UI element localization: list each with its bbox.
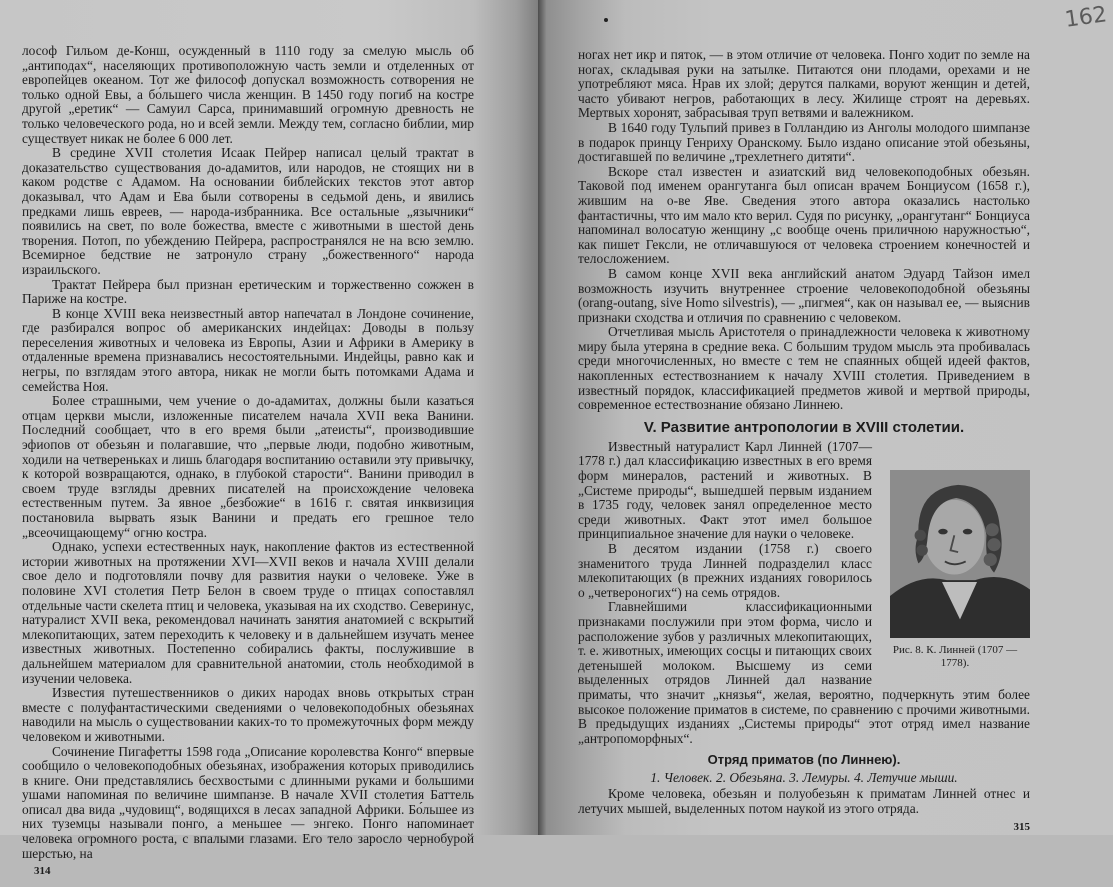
paragraph: В десятом издании (1758 г.) своего знаменитого труда Линней подразделил класс млекопитающих (в прежних изданиях говорилось о „четвероногих“) на семь отрядов. — [578, 541, 872, 600]
figure-caption: Рис. 8. К. Линней (1707 — 1778). — [892, 643, 1018, 669]
right-page-footer — [578, 817, 1030, 843]
paragraph: Кроме человека, обезьян и полуобезьян к приматам Линней отнес и летучих мышей, выделенных потом наукой из этого отряда. — [578, 786, 1030, 816]
paragraph: Известный натуралист Карл Линней (1707—1778 г.) дал классификацию известных в его время форм минералов, растений и животных. В „Системе природы“, вышедшей первым изданием в 1735 году, человек занял определенное место среди животных. Факт этот имел большое принципиальное значение для науки о человеке. — [578, 438, 872, 542]
left-page-text — [22, 44, 474, 861]
paragraph: В конце XVIII века неизвестный автор напечатал в Лондоне сочинение, где разбирался вопрос об американских индейцах: Доводы в пользу переселения животных и человека из Европы, Азии и Африки в Америку в отдаленные времена признавались несостоятельными. Индейцы, равно как и негры, по взглядам этого автора, никак не могли быть потомками Адама и семейства Ноя. — [22, 305, 474, 394]
paragraph: Сочинение Пигафетты 1598 года „Описание королевства Конго“ впервые сообщило о человекоподобных обезьянах, изображения которых приводились в книге. Они представлялись бесхвостыми с длинными руками и большими ушами напоминая по величине шимпанзе. В начале XVII столетия Баттель описал два вида „чудовищ“, водящихся в лесах западной Африки. Бо́льшее из них туземцы называли понго, а меньшее — энгеко. Понго напоминает человека огромного роста, с впалыми глазами. Его тело заросло чернобурой шерстью, на — [22, 743, 474, 861]
primates-subheading: Отряд приматов (по Линнею). — [707, 752, 901, 768]
figure-linnaeus — [880, 470, 1030, 670]
paragraph: Известия путешественников о диких народах вновь открытых стран вместе с полуфантастическими сведениями о человекоподобных обезьянах наводили на мысль о существовании каких-то то промежуточных форм между человеком и животными. — [22, 685, 474, 744]
portrait-image — [890, 470, 1030, 638]
handwritten-archive-number: 162 — [1063, 2, 1109, 33]
right-page — [546, 0, 1113, 835]
portrait-illustration — [890, 470, 1030, 638]
paragraph: ногах нет икр и пяток, — в этом отличие от человека. Понго ходит по земле на ногах, складывая руки на затылке. Питаются они плодами, орехами и не употребляют мяса. Нрав их злой; дерутся палками, воруют женщин и детей, часто убивают негров, работающих в лесу. Жилище строят на деревьях. Мертвых хоронят, забрасывая труп ветвями и валежником. — [578, 47, 1030, 121]
paragraph: В 1640 году Тульпий привез в Голландию из Анголы молодого шимпанзе в подарок принцу Генриху Оранскому. Было издано описание этой обезьяны, достигавшей по величине „трехлетнего дитяти“. — [578, 119, 1030, 165]
ink-speck — [604, 18, 608, 22]
page-number-right: 315 — [1013, 820, 1030, 833]
right-page-text — [578, 48, 1030, 817]
paragraph: В самом конце XVII века английский анатом Эдуард Тайзон имел возможность изучить внутреннее строение человекоподобной обезьяны (orang-outang, sive Homo silvestris), — „пигмея“, как он называл ее, — выяснив признаки сходства и отличия по сравнению с человеком. — [578, 265, 1030, 325]
paragraph: Трактат Пейрера был признан еретическим и торжественно сожжен в Париже на костре. — [22, 276, 474, 307]
left-page-footer — [22, 861, 474, 887]
page-number-left: 314 — [34, 865, 51, 878]
paragraph: В средине XVII столетия Исаак Пейрер написал целый трактат в доказательство существования до-адамитов, или народов, не стоящих ни в каком родстве с Адамом. На основании библейских текстов этот автор доказывал, что Адам и Ева были сотворены в седьмой день, и явились предками лишь евреев, — народа-избранника. Все остальные „язычники“ появились на свет, по воле божества, вместе с животными в шестой день творения. Потоп, по убеждению Пейрера, распространялся не на всю землю. Всемирное бедствие не затронуло страну „божественного“ народа израильского. — [22, 145, 474, 277]
primates-list: 1. Человек. 2. Обезьяна. 3. Лемуры. 4. Летучие мыши. — [650, 770, 958, 786]
paragraph: Однако, успехи естественных наук, накопление фактов из естественной истории животных на протяжении XVI—XVII веков и начала XVIII делали свое дело и подготовляли почву для развития науки о человеке. Уже в половине XVI столетия Петр Белон в своем труде о птицах сопоставлял отдельные части скелета птиц и человека, указывая на их сходство. Северинус, натуралист XVII века, рекомендовал начинать занятия анатомией с вскрытий млекопитающих, затем переходить к человеку и в дальнейшем изучать менее известных животных. Постепенно собирались факты, послужившие в дальнейшем материалом для сравнительной анатомии, столь необходимой в изучении человека. — [22, 539, 474, 686]
paragraph: лософ Гильом де-Конш, осужденный в 1110 году за смелую мысль об „антиподах“, населяющих противоположную часть земли и отделенных от европейцев океаном. Тот же философ допускал возможность сотворения не только одной Евы, а бо́льшего числа женщин. В 1450 году погиб на костре другой „еретик“ — Самуил Сарса, принимавший огромную древность не только человеческого рода, но и всей земли. Между тем, согласно библии, мир существует никак не более 6 000 лет. — [22, 43, 474, 146]
book-gutter — [538, 0, 546, 835]
paragraph: Главнейшими классификационными признаками послужили при этом форма, число и расположение зубов у различных млекопитающих, т. е. животных, имеющих сосцы и питающих своих детенышей молоком. Высшему из семи выделенных отрядов Линней дал название приматы, что значит „князья“, желая, вероятно, подчеркнуть этим более высокое положение приматов в системе, по сравнению с прочими животными. В предыдущих изданиях „Системы природы“ этот отряд имел название „антропоморфных“. — [578, 599, 1030, 746]
paragraph: Вскоре стал известен и азиатский вид человекоподобных обезьян. Таковой под именем орангутанга был описан врачем Бонциусом (1658 г.), жившим на о-ве Яве. Сведения этого автора оказались настолько фантастичны, что им мало кто верил. Судя по рисунку, „орангутанг“ Бонциуса напоминал волосатую женщину „с вообще очень приличною наружностью“, как пишет Гексли, не отличавшуюся от человека строением конечностей и телосложением. — [578, 163, 1030, 267]
left-page — [0, 0, 538, 878]
section-heading: V. Развитие антропологии в XVIII столетии. — [643, 418, 965, 436]
paragraph: Отчетливая мысль Аристотеля о принадлежности человека к животному миру была утеряна в средние века. С большим трудом мысль эта пробивалась среди многочисленных, но вместе с тем не спаянных общей идеей фактов, накопленных естествознанием к началу XVIII столетия. Приведением в известный порядок, классификацией предметов живой и мертвой природы, современное естествознание обязано Линнею. — [578, 324, 1030, 413]
paragraph: Более страшными, чем учение о до-адамитах, должны были казаться отцам церкви мысли, изложенные писателем начала XVII века Ванини. Последний сообщает, что в его время были „атеисты“, производившие эфиопов от обезьян и полагавшие, что „первые люди, подобно животным, ходили на четвереньках и лишь благодаря воспитанию оставили эту привычку, к которой возвращаются, однако, в глубокой старости“. Ванини приводил в своем труде взгляды древних писателей на происхождение человека естественным путем. За явное „безбожие“ в 1616 г. святая инквизиция постановила вырвать язык Ванини и предать его грешное тело „всеочищающему“ огню костра. — [22, 393, 474, 540]
